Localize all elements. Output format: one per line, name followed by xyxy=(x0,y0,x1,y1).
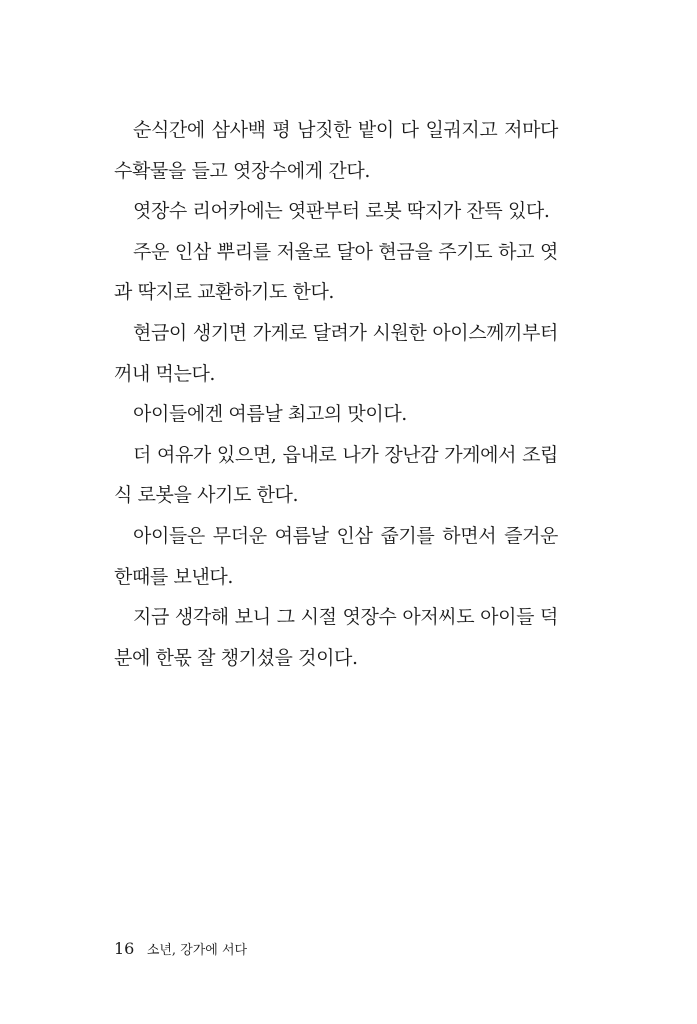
paragraph xyxy=(114,516,558,597)
body-text xyxy=(114,110,558,678)
page-footer xyxy=(114,938,247,962)
running-title: 소년, 강가에 서다 xyxy=(146,943,248,958)
paragraph xyxy=(114,394,558,435)
text-line: 주운 인삼 뿌리를 저울로 달아 현금을 주기도 하고 엿 xyxy=(133,240,558,263)
text-line: 아이들은 무더운 여름날 인삼 줍기를 하면서 즐거운 xyxy=(133,524,558,547)
paragraph xyxy=(114,313,558,394)
paragraph xyxy=(114,110,558,191)
text-line: 수확물을 들고 엿장수에게 간다. xyxy=(114,159,370,182)
text-line: 꺼내 먹는다. xyxy=(114,362,216,385)
text-line: 분에 한몫 잘 챙기셨을 것이다. xyxy=(114,646,358,669)
text-line: 엿장수 리어카에는 엿판부터 로봇 딱지가 잔뜩 있다. xyxy=(133,200,550,223)
paragraph xyxy=(114,232,558,313)
text-line: 과 딱지로 교환하기도 한다. xyxy=(114,281,335,304)
paragraph xyxy=(114,597,558,678)
text-line: 현금이 생기면 가게로 달려가 시원한 아이스께끼부터 xyxy=(133,321,558,344)
text-line: 아이들에겐 여름날 최고의 맛이다. xyxy=(133,403,407,426)
text-line: 한때를 보낸다. xyxy=(114,565,234,588)
text-line: 순식간에 삼사백 평 남짓한 밭이 다 일궈지고 저마다 xyxy=(133,119,558,141)
paragraph xyxy=(114,435,558,516)
text-line: 더 여유가 있으면, 읍내로 나가 장난감 가게에서 조립 xyxy=(133,443,558,466)
text-line: 식 로봇을 사기도 한다. xyxy=(114,484,299,507)
paragraph xyxy=(114,191,558,232)
text-line: 지금 생각해 보니 그 시절 엿장수 아저씨도 아이들 덕 xyxy=(133,606,558,629)
page-number: 16 xyxy=(114,939,135,958)
